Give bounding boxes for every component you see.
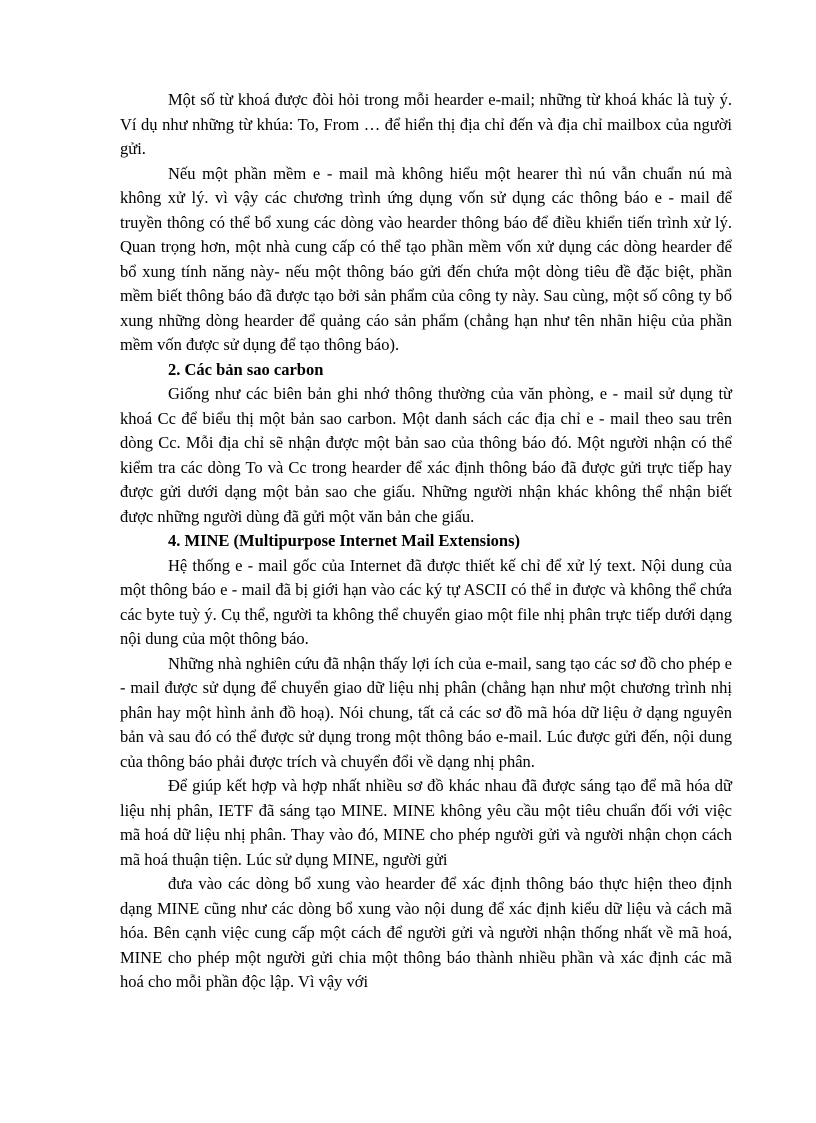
heading-mine-prefix: 4. MINE (: [168, 531, 240, 550]
paragraph-header-keywords: Một số từ khoá được đòi hỏi trong mỗi hearder e-mail; những từ khoá khác là tuỳ ý. Ví dụ như những từ khúa: To, From … để hiển thị địa chỉ đến và địa chỉ mailbox của người gửi.: [120, 90, 732, 158]
paragraph-mine-headers: đưa vào các dòng bổ xung vào hearder để xác định thông báo thực hiện theo định dạng MINE cũng như các dòng bổ xung vào nội dung để xác định kiểu dữ liệu và cách mã hóa. Bên cạnh việc cung cấp một cách để người gửi và người nhận thống nhất về mã hoá, MINE cho phép một người gửi chia một thông báo thành nhiều phần và xác định các mã hoá cho mỗi phần độc lập. Vì vậy với: [120, 874, 732, 991]
paragraph-original-email-text: Hệ thống e - mail gốc của Internet đã được thiết kế chỉ để xử lý text. Nội dung của một thông báo e - mail đã bị giới hạn vào các ký tự ASCII có thể in được và không thể chứa các byte tuỳ ý. Cụ thể, người ta không thể chuyển giao một file nhị phân trực tiếp dưới dạng nội dung của một thông báo.: [120, 555, 732, 648]
heading-mine-expansion: Multipurpose Internet Mail Extensions): [239, 531, 521, 550]
section-heading-carbon-copies: 2. Các bản sao carbon: [168, 359, 324, 379]
section-heading-mine: [120, 529, 732, 554]
paragraph-unknown-header: Nếu một phần mềm e - mail mà không hiểu một hearer thì nú vẫn chuẩn nú mà không xử lý. vì vậy các chương trình ứng dụng vốn sử dụng các thông báo e - mail để truyền thông có thể bổ xung các dòng vào hearder thông báo để điều khiển tiến trình xử lý. Quan trọng hơn, một nhà cung cấp có thể tạo phần mềm vốn xử dụng các dòng hearder để bổ xung tính năng này- nếu một thông báo gửi đến chứa một dòng tiêu đề đặc biệt, phần mềm biết thông báo đã được tạo bởi sản phẩm của công ty này. Sau cùng, một số công ty bổ xung những dòng hearder để quảng cáo sản phẩm (chẳng hạn như tên nhãn hiệu của phần mềm vốn được sử dụng để tạo thông báo).: [120, 163, 732, 354]
document-page: [120, 88, 732, 995]
paragraph-carbon-copies: Giống như các biên bản ghi nhớ thông thường của văn phòng, e - mail sử dụng từ khoá Cc để biểu thị một bản sao carbon. Một danh sách các địa chỉ e - mail theo sau trên dòng Cc. Mỗi địa chỉ sẽ nhận được một bản sao của thông báo đó. Một người nhận có thể kiểm tra các dòng To và Cc trong hearder để xác định thông báo đã được gửi trực tiếp hay được gửi dưới dạng một bản sao che giấu. Những người nhận khác không thể nhận biết được những người dùng đã gửi một văn bản che giấu.: [120, 384, 732, 526]
paragraph-ietf-mine: Để giúp kết hợp và hợp nhất nhiều sơ đồ khác nhau đã được sáng tạo để mã hóa dữ liệu nhị phân, IETF đã sáng tạo MINE. MINE không yêu cầu một tiêu chuẩn đối với việc mã hoá dữ liệu nhị phân. Thay vào đó, MINE cho phép người gửi và người nhận chọn cách mã hoá thuận tiện. Lúc sử dụng MINE, người gửi: [120, 776, 732, 869]
paragraph-binary-encoding: Những nhà nghiên cứu đã nhận thấy lợi ích của e-mail, sang tạo các sơ đồ cho phép e - mail được sử dụng để chuyển giao dữ liệu nhị phân (chẳng hạn như một chương trình nhị phân hay một hình ảnh đồ hoạ). Nói chung, tất cả các sơ đồ mã hóa dữ liệu ở dạng nguyên bản và sau đó có thể được sử dụng trong một thông báo e-mail. Lúc được gửi đến, nội dung của thông báo phải được trích và chuyển đổi về dạng nhị phân.: [120, 653, 732, 771]
